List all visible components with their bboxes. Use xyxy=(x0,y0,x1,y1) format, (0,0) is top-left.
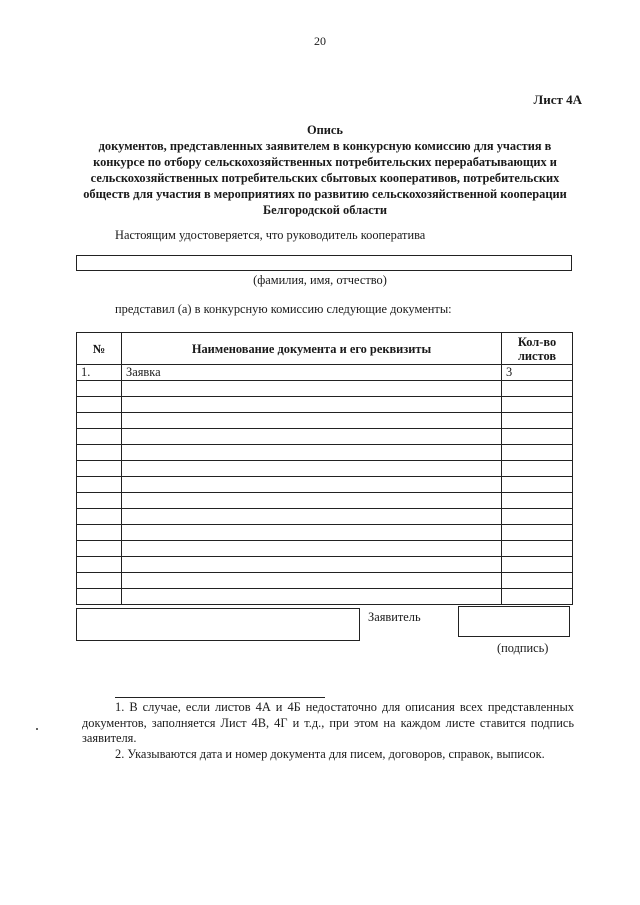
cell-document-name[interactable] xyxy=(122,477,502,493)
cell-number[interactable] xyxy=(77,493,122,509)
applicant-name-box[interactable] xyxy=(76,608,360,641)
cell-sheet-count[interactable] xyxy=(502,397,573,413)
table-row xyxy=(77,573,573,589)
cell-document-name[interactable] xyxy=(122,429,502,445)
cell-sheet-count[interactable] xyxy=(502,589,573,605)
table-row xyxy=(77,445,573,461)
cell-number[interactable] xyxy=(77,397,122,413)
full-name-field[interactable] xyxy=(76,255,572,271)
signature-box[interactable] xyxy=(458,606,570,637)
cell-number[interactable] xyxy=(77,557,122,573)
table-row xyxy=(77,493,573,509)
title-line: Белгородской области xyxy=(262,203,387,217)
documents-table xyxy=(76,332,573,605)
cell-sheet-count[interactable] xyxy=(502,509,573,525)
table-row xyxy=(77,365,573,381)
header-number: № xyxy=(77,333,122,365)
title-heading: Опись xyxy=(307,123,343,137)
cell-document-name[interactable] xyxy=(122,397,502,413)
title-line: сельскохозяйственных потребительских сбытовых кооперативов, потребительских xyxy=(90,171,560,185)
table-header-row xyxy=(77,333,573,365)
sheet-label: Лист 4А xyxy=(533,92,582,107)
table-row xyxy=(77,541,573,557)
cell-sheet-count[interactable]: 3 xyxy=(502,365,573,381)
cell-document-name[interactable] xyxy=(122,493,502,509)
cell-document-name[interactable]: Заявка xyxy=(122,365,502,381)
table-row xyxy=(77,589,573,605)
cell-number[interactable] xyxy=(77,429,122,445)
scan-speck xyxy=(36,728,38,730)
title-line: конкурсе по отбору сельскохозяйственных потребительских перерабатывающих и xyxy=(93,155,557,169)
page-number: 20 xyxy=(314,34,326,48)
cell-document-name[interactable] xyxy=(122,557,502,573)
certify-text: Настоящим удостоверяется, что руководитель кооператива xyxy=(115,228,426,242)
cell-sheet-count[interactable] xyxy=(502,429,573,445)
cell-sheet-count[interactable] xyxy=(502,573,573,589)
cell-document-name[interactable] xyxy=(122,573,502,589)
table-row xyxy=(77,509,573,525)
cell-document-name[interactable] xyxy=(122,589,502,605)
cell-sheet-count[interactable] xyxy=(502,525,573,541)
footnote-1: 1. В случае, если листов 4А и 4Б недостаточно для описания всех представленных документов, заполняется Лист 4В, 4Г и т.д., при этом на каждом листе ставится подпись заявителя. xyxy=(82,700,574,746)
footnote-2: 2. Указываются дата и номер документа для писем, договоров, справок, выписок. xyxy=(115,746,545,761)
cell-sheet-count[interactable] xyxy=(502,413,573,429)
cell-number[interactable] xyxy=(77,541,122,557)
footnotes xyxy=(82,700,574,762)
cell-document-name[interactable] xyxy=(122,525,502,541)
header-document-name: Наименование документа и его реквизиты xyxy=(122,333,502,365)
cell-number[interactable] xyxy=(77,461,122,477)
cell-number[interactable] xyxy=(77,381,122,397)
table-row xyxy=(77,461,573,477)
table-row xyxy=(77,557,573,573)
cell-number[interactable] xyxy=(77,477,122,493)
cell-number[interactable] xyxy=(77,525,122,541)
cell-document-name[interactable] xyxy=(122,413,502,429)
cell-number[interactable] xyxy=(77,509,122,525)
title-line: обществ для участия в мероприятиях по развитию сельскохозяйственной кооперации xyxy=(83,187,567,201)
cell-sheet-count[interactable] xyxy=(502,493,573,509)
cell-document-name[interactable] xyxy=(122,509,502,525)
cell-sheet-count[interactable] xyxy=(502,477,573,493)
document-title xyxy=(70,122,580,218)
title-line: документов, представленных заявителем в конкурсную комиссию для участия в xyxy=(98,139,552,153)
applicant-label: Заявитель xyxy=(368,610,421,624)
cell-number[interactable] xyxy=(77,445,122,461)
cell-document-name[interactable] xyxy=(122,381,502,397)
cell-sheet-count[interactable] xyxy=(502,381,573,397)
cell-sheet-count[interactable] xyxy=(502,461,573,477)
full-name-caption: (фамилия, имя, отчество) xyxy=(253,273,387,287)
presented-text: представил (а) в конкурсную комиссию следующие документы: xyxy=(115,302,452,316)
cell-document-name[interactable] xyxy=(122,541,502,557)
table-row xyxy=(77,429,573,445)
cell-document-name[interactable] xyxy=(122,461,502,477)
table-row xyxy=(77,413,573,429)
cell-number[interactable] xyxy=(77,573,122,589)
cell-document-name[interactable] xyxy=(122,445,502,461)
cell-sheet-count[interactable] xyxy=(502,541,573,557)
cell-number[interactable] xyxy=(77,413,122,429)
cell-sheet-count[interactable] xyxy=(502,557,573,573)
cell-number[interactable] xyxy=(77,589,122,605)
cell-number[interactable]: 1. xyxy=(77,365,122,381)
table-row xyxy=(77,397,573,413)
signature-caption: (подпись) xyxy=(497,641,549,655)
table-row xyxy=(77,477,573,493)
footnote-divider xyxy=(115,697,325,698)
header-sheet-count: Кол-во листов xyxy=(502,333,573,365)
table-row xyxy=(77,381,573,397)
cell-sheet-count[interactable] xyxy=(502,445,573,461)
table-row xyxy=(77,525,573,541)
